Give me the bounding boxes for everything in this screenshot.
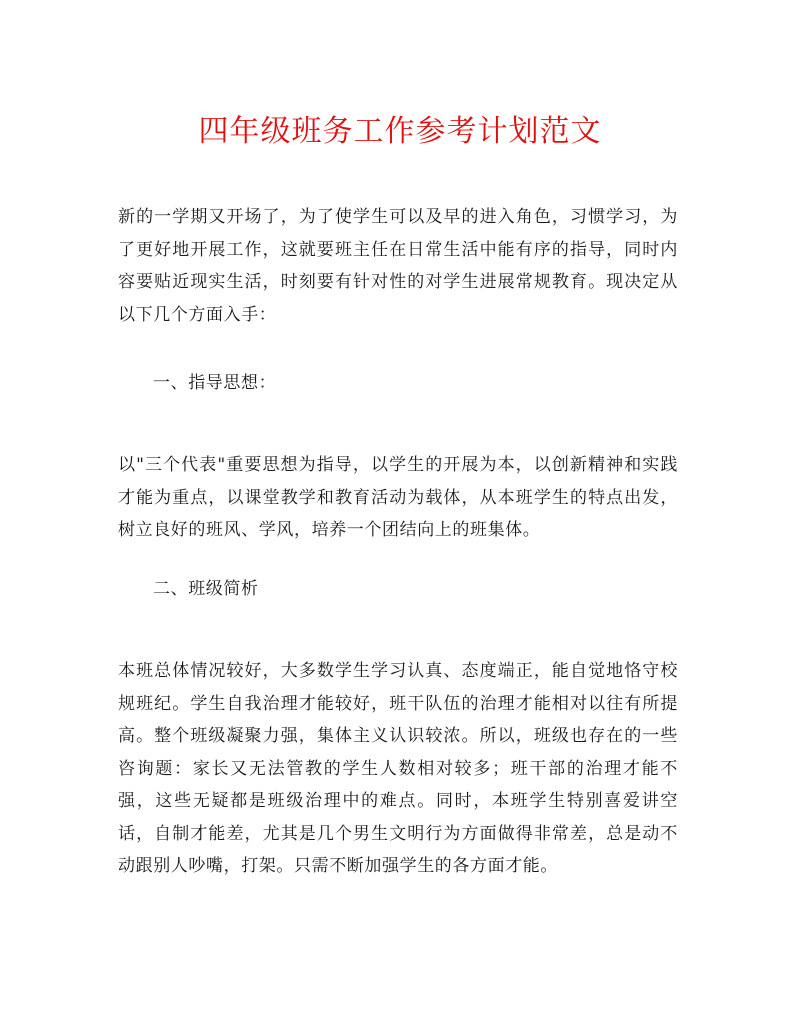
section-body-guiding-ideas: 以"三个代表"重要思想为指导，以学生的开展为本，以创新精神和实践才能为重点，以课堂教学和教育活动为载体，从本班学生的特点出发，树立良好的班风、学风，培养一个团结向上的班集体。 — [118, 455, 678, 540]
section-heading-class-analysis: 二、班级简析 — [153, 579, 259, 599]
section-heading-guiding-ideas: 一、指导思想： — [153, 373, 277, 393]
intro-paragraph: 新的一学期又开场了，为了使学生可以及早的进入角色，习惯学习，为了更好地开展工作，这就要班主任在日常生活中能有序的指导，同时内容要贴近现实生活，时刻要有针对性的对学生进展常规教育。现决定从以下几个方面入手： — [118, 207, 678, 325]
document-title: 四年级班务工作参考计划范文 — [198, 114, 602, 149]
section-body-class-analysis: 本班总体情况较好，大多数学生学习认真、态度端正，能自觉地恪守校规班纪。学生自我治理才能较好，班干队伍的治理才能相对以往有所提高。整个班级凝聚力强，集体主义认识较浓。所以，班级也存在的一些咨询题：家长又无法管教的学生人数相对较多；班干部的治理才能不强，这些无疑都是班级治理中的难点。同时，本班学生特别喜爱讲空话，自制才能差，尤其是几个男生文明行为方面做得非常差，总是动不动跟别人吵嘴，打架。只需不断加强学生的各方面才能。 — [118, 661, 678, 876]
